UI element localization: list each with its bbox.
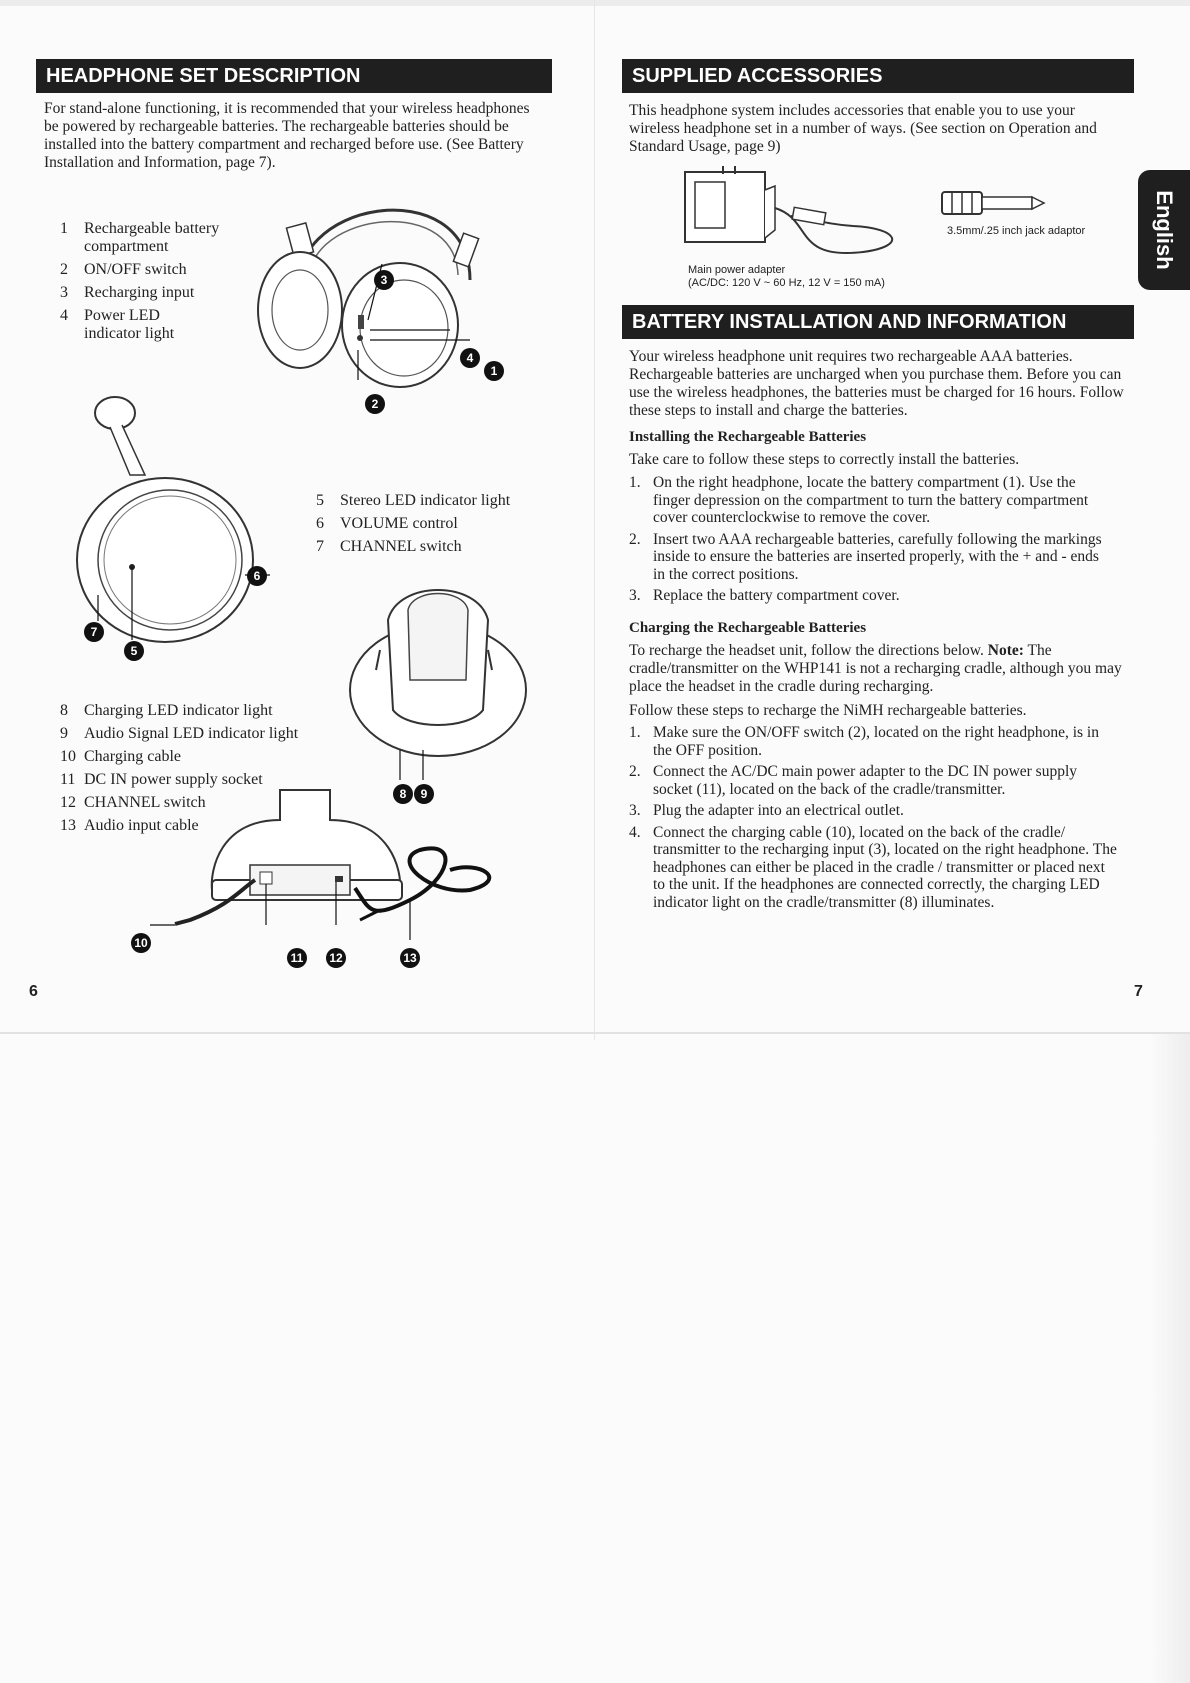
header-text: BATTERY INSTALLATION AND INFORMATION (630, 305, 1068, 339)
page-number-left: 6 (29, 983, 38, 1000)
adapter-caption-line-2: (AC/DC: 120 V ~ 60 Hz, 12 V = 150 mA) (688, 277, 885, 289)
cradle-back-illustration (130, 780, 540, 960)
item-number: 12 (60, 794, 76, 811)
list-item (60, 220, 240, 256)
callout-6: 6 (247, 566, 267, 586)
list-item (60, 284, 240, 302)
callout-5: 5 (124, 641, 144, 661)
item-label: Charging cable (84, 748, 182, 765)
charge-title: Charging the Rechargeable Batteries (629, 620, 867, 636)
scan-noise-right (1150, 1034, 1190, 1683)
step-number: 4. (629, 823, 641, 841)
callout-11: 11 (287, 948, 307, 968)
callout-10: 10 (131, 933, 151, 953)
list-item (629, 531, 1109, 584)
item-number: 5 (316, 492, 324, 509)
item-label: Audio Signal LED indicator light (84, 725, 299, 742)
callout-4: 4 (460, 348, 480, 368)
item-number: 10 (60, 748, 76, 765)
charge-follow: Follow these steps to recharge the NiMH rechargeable batteries. (629, 702, 1027, 719)
english-language-tab[interactable] (1138, 170, 1190, 290)
adapter-caption (688, 264, 885, 290)
charge-steps (629, 724, 1119, 915)
earcup-side-illustration (70, 395, 270, 635)
battery-installation-header (622, 305, 1134, 339)
note-label: Note: (987, 642, 1024, 659)
page-number-right: 7 (1134, 983, 1143, 1000)
battery-intro-text: Your wireless headphone unit requires two rechargeable AAA batteries. Rechargeable batteries are uncharged when you purchase them. Before you can use the wireless headphones, the batteries must be charged for 16 hours. Follow these steps to install and charge the batteries. (629, 348, 1124, 419)
header-text: HEADPHONE SET DESCRIPTION (44, 59, 362, 93)
step-text: On the right headphone, locate the battery compartment (1). Use the finger depression on the compartment to turn the battery compartment cover counterclockwise to remove the cover. (653, 474, 1089, 526)
page-divider (594, 0, 595, 1040)
step-number: 3. (629, 802, 641, 819)
item-label: CHANNEL switch (84, 794, 206, 811)
list-item (629, 802, 1119, 820)
charge-intro-part-2: The cradle/transmitter on the WHP141 is not a recharging cradle, although you may place the headset in the cradle during recharging. (629, 642, 1122, 695)
list-item (316, 489, 546, 512)
item-label: Charging LED indicator light (84, 702, 273, 719)
charge-intro (629, 642, 1129, 696)
step-number: 2. (629, 763, 641, 780)
scan-edge-line (0, 1032, 1190, 1034)
item-number: 13 (60, 817, 76, 834)
list-item (629, 763, 1119, 798)
cradle-front-illustration (338, 580, 538, 780)
item-label: Stereo LED indicator light (340, 492, 511, 509)
step-text: Replace the battery compartment cover. (653, 587, 900, 604)
item-number: 2 (60, 261, 68, 278)
list-item (60, 261, 240, 279)
callout-13: 13 (400, 948, 420, 968)
adapter-caption-line-1: Main power adapter (688, 264, 786, 276)
headphone-intro-text: For stand-alone functioning, it is recommended that your wireless headphones be powered by rechargeable batteries. The rechargeable batteries should be installed into the battery compartment and recharged before use. (See Battery Installation and Information, page 7). (44, 100, 530, 171)
callout-7: 7 (84, 622, 104, 642)
step-number: 2. (629, 530, 641, 548)
callout-3: 3 (374, 270, 394, 290)
item-number: 6 (316, 515, 324, 532)
item-label: ON/OFF switch (84, 261, 187, 278)
power-adapter-illustration (683, 160, 903, 270)
item-number: 1 (60, 220, 68, 237)
list-item (629, 587, 1109, 605)
item-label: VOLUME control (340, 515, 458, 532)
item-label: Audio input cable (84, 817, 199, 834)
supplied-accessories-header (622, 59, 1134, 93)
step-text: Make sure the ON/OFF switch (2), located on the right headphone, is in the OFF position. (653, 724, 1099, 759)
install-steps (629, 474, 1109, 609)
top-edge (0, 0, 1190, 6)
callout-2: 2 (365, 394, 385, 414)
list-item (316, 512, 546, 535)
step-text: Insert two AAA rechargeable batteries, carefully following the markings inside to ensure the batteries are inserted properly, with the + and - ends in the correct positions. (653, 530, 1102, 583)
list-item (60, 307, 240, 343)
english-tab-label: English (1152, 190, 1177, 270)
item-label: Power LED indicator light (84, 307, 175, 342)
item-number: 4 (60, 307, 68, 324)
list-item (60, 722, 330, 745)
callout-9: 9 (414, 784, 434, 804)
list-item (629, 824, 1119, 912)
charge-intro-part-1: To recharge the headset unit, follow the directions below. (629, 642, 984, 659)
parts-list-b (316, 489, 546, 558)
step-text: Connect the AC/DC main power adapter to the DC IN power supply socket (11), located on the back of the cradle/transmitter. (653, 763, 1078, 798)
list-item (60, 699, 330, 722)
step-number: 1. (629, 724, 641, 741)
step-number: 3. (629, 587, 641, 604)
item-label: CHANNEL switch (340, 538, 462, 555)
item-number: 7 (316, 538, 324, 555)
step-text: Plug the adapter into an electrical outlet. (653, 802, 904, 819)
parts-list-a (60, 220, 240, 343)
callout-1: 1 (484, 361, 504, 381)
item-number: 11 (60, 771, 76, 788)
list-item (60, 745, 330, 768)
item-label: Rechargeable battery compartment (84, 220, 220, 255)
accessories-text: This headphone system includes accessories that enable you to use your wireless headphone set in a number of ways. (See section on Operation and Standard Usage, page 9) (629, 102, 1097, 155)
jack-caption: 3.5mm/.25 inch jack adaptor (947, 225, 1086, 237)
jack-adaptor-illustration (940, 188, 1050, 218)
callout-8: 8 (393, 784, 413, 804)
callout-12: 12 (326, 948, 346, 968)
item-number: 3 (60, 284, 68, 301)
step-text: Connect the charging cable (10), located on the back of the cradle/ transmitter to the recharging input (3), located on the right headphone. The headphones can either be placed in the cradle / transmitter or placed next to the unit. If the headphones are connected correctly, the charging LED indicator light on the cradle/transmitter (8) illuminates. (653, 823, 1117, 911)
item-label: Recharging input (84, 284, 195, 301)
item-number: 9 (60, 725, 68, 742)
list-item (629, 724, 1119, 759)
header-text: SUPPLIED ACCESSORIES (630, 59, 884, 93)
headphone-set-description-header (36, 59, 552, 93)
step-number: 1. (629, 474, 641, 491)
list-item (316, 535, 546, 558)
list-item (629, 474, 1109, 527)
item-number: 8 (60, 702, 68, 719)
install-intro: Take care to follow these steps to correctly install the batteries. (629, 451, 1020, 468)
item-label: DC IN power supply socket (84, 771, 263, 788)
install-title: Installing the Rechargeable Batteries (629, 429, 867, 445)
